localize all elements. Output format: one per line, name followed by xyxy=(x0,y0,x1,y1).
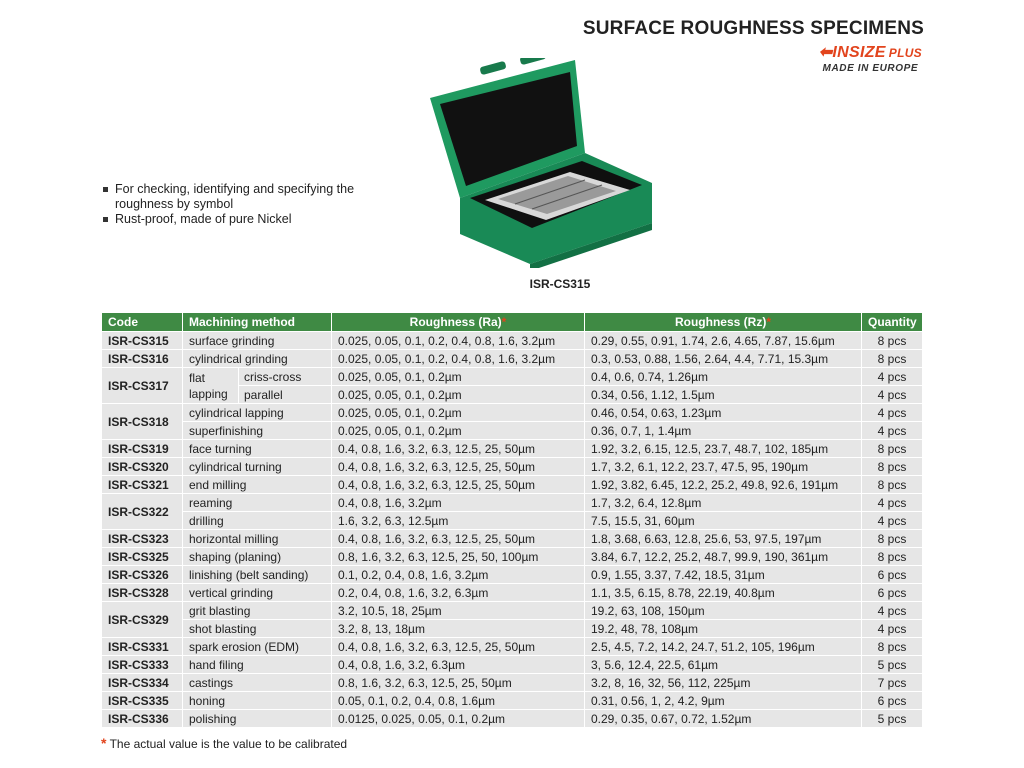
cell-code: ISR-CS323 xyxy=(102,530,183,548)
cell-method: face turning xyxy=(183,440,332,458)
footnote xyxy=(101,735,347,751)
brand-logo xyxy=(819,42,922,62)
cell-code: ISR-CS320 xyxy=(102,458,183,476)
cell-code: ISR-CS319 xyxy=(102,440,183,458)
cell-ra: 0.025, 0.05, 0.1, 0.2µm xyxy=(332,422,585,440)
cell-method: drilling xyxy=(183,512,332,530)
cell-method: linishing (belt sanding) xyxy=(183,566,332,584)
cell-method: hand filing xyxy=(183,656,332,674)
cell-quantity: 4 pcs xyxy=(862,620,923,638)
table-row xyxy=(102,548,923,566)
table-row xyxy=(102,440,923,458)
col-header-ra: Roughness (Ra)* xyxy=(332,313,585,332)
cell-quantity: 6 pcs xyxy=(862,692,923,710)
feature-item: Rust-proof, made of pure Nickel xyxy=(103,212,355,227)
col-header-quantity: Quantity xyxy=(862,313,923,332)
cell-quantity: 4 pcs xyxy=(862,368,923,386)
cell-ra: 1.6, 3.2, 6.3, 12.5µm xyxy=(332,512,585,530)
table-header-row xyxy=(102,313,923,332)
table-row xyxy=(102,602,923,620)
table-row xyxy=(102,656,923,674)
cell-method: horizontal milling xyxy=(183,530,332,548)
page-title: SURFACE ROUGHNESS SPECIMENS xyxy=(582,18,924,39)
cell-code: ISR-CS316 xyxy=(102,350,183,368)
table-row xyxy=(102,584,923,602)
cell-method-group: flat lapping xyxy=(183,368,239,404)
cell-ra: 0.1, 0.2, 0.4, 0.8, 1.6, 3.2µm xyxy=(332,566,585,584)
cell-rz: 7.5, 15.5, 31, 60µm xyxy=(585,512,862,530)
table-row xyxy=(102,476,923,494)
cell-rz: 3.2, 8, 16, 32, 56, 112, 225µm xyxy=(585,674,862,692)
cell-quantity: 4 pcs xyxy=(862,494,923,512)
brand-logo-text: INSIZE xyxy=(832,44,886,61)
cell-rz: 0.31, 0.56, 1, 2, 4.2, 9µm xyxy=(585,692,862,710)
cell-quantity: 8 pcs xyxy=(862,440,923,458)
cell-method: shaping (planing) xyxy=(183,548,332,566)
cell-rz: 0.29, 0.35, 0.67, 0.72, 1.52µm xyxy=(585,710,862,728)
cell-method: cylindrical turning xyxy=(183,458,332,476)
cell-rz: 0.46, 0.54, 0.63, 1.23µm xyxy=(585,404,862,422)
table-row xyxy=(102,566,923,584)
cell-quantity: 8 pcs xyxy=(862,458,923,476)
case-latch-left xyxy=(479,61,506,75)
cell-rz: 0.29, 0.55, 0.91, 1.74, 2.6, 4.65, 7.87, 15.6µm xyxy=(585,332,862,350)
cell-quantity: 5 pcs xyxy=(862,710,923,728)
feature-item: For checking, identifying and specifying the roughness by symbol xyxy=(103,182,355,212)
cell-code: ISR-CS329 xyxy=(102,602,183,638)
cell-quantity: 6 pcs xyxy=(862,566,923,584)
product-case-image xyxy=(420,58,660,268)
cell-method: end milling xyxy=(183,476,332,494)
cell-ra: 0.025, 0.05, 0.1, 0.2µm xyxy=(332,368,585,386)
cell-quantity: 4 pcs xyxy=(862,602,923,620)
table-row xyxy=(102,692,923,710)
cell-ra: 0.025, 0.05, 0.1, 0.2, 0.4, 0.8, 1.6, 3.2µm xyxy=(332,332,585,350)
cell-method: parallel xyxy=(239,386,332,404)
cell-quantity: 4 pcs xyxy=(862,512,923,530)
cell-code: ISR-CS335 xyxy=(102,692,183,710)
cell-quantity: 8 pcs xyxy=(862,638,923,656)
cell-rz: 1.92, 3.82, 6.45, 12.2, 25.2, 49.8, 92.6, 191µm xyxy=(585,476,862,494)
cell-method: grit blasting xyxy=(183,602,332,620)
cell-method: castings xyxy=(183,674,332,692)
table-row xyxy=(102,458,923,476)
cell-quantity: 8 pcs xyxy=(862,476,923,494)
cell-quantity: 8 pcs xyxy=(862,332,923,350)
cell-method: vertical grinding xyxy=(183,584,332,602)
cell-ra: 0.025, 0.05, 0.1, 0.2µm xyxy=(332,404,585,422)
table-row xyxy=(102,674,923,692)
cell-quantity: 4 pcs xyxy=(862,386,923,404)
cell-rz: 1.7, 3.2, 6.1, 12.2, 23.7, 47.5, 95, 190µm xyxy=(585,458,862,476)
table-row xyxy=(102,350,923,368)
cell-method: honing xyxy=(183,692,332,710)
cell-method: shot blasting xyxy=(183,620,332,638)
cell-ra: 0.4, 0.8, 1.6, 3.2, 6.3, 12.5, 25, 50µm xyxy=(332,476,585,494)
brand-logo-arrow-icon: ⬅ xyxy=(818,44,833,61)
cell-code: ISR-CS322 xyxy=(102,494,183,530)
cell-quantity: 6 pcs xyxy=(862,584,923,602)
cell-rz: 19.2, 48, 78, 108µm xyxy=(585,620,862,638)
cell-code: ISR-CS325 xyxy=(102,548,183,566)
case-latch-right xyxy=(519,58,546,65)
cell-ra: 0.4, 0.8, 1.6, 3.2, 6.3, 12.5, 25, 50µm xyxy=(332,530,585,548)
col-header-method: Machining method xyxy=(183,313,332,332)
cell-method: cylindrical grinding xyxy=(183,350,332,368)
cell-quantity: 4 pcs xyxy=(862,422,923,440)
col-header-code: Code xyxy=(102,313,183,332)
cell-rz: 1.92, 3.2, 6.15, 12.5, 23.7, 48.7, 102, 185µm xyxy=(585,440,862,458)
table-row xyxy=(102,530,923,548)
brand-block xyxy=(819,42,922,74)
cell-rz: 1.7, 3.2, 6.4, 12.8µm xyxy=(585,494,862,512)
cell-rz: 0.34, 0.56, 1.12, 1.5µm xyxy=(585,386,862,404)
cell-ra: 0.0125, 0.025, 0.05, 0.1, 0.2µm xyxy=(332,710,585,728)
cell-code: ISR-CS333 xyxy=(102,656,183,674)
cell-code: ISR-CS317 xyxy=(102,368,183,404)
cell-quantity: 8 pcs xyxy=(862,530,923,548)
brand-plus: PLUS xyxy=(888,46,922,60)
table-row xyxy=(102,512,923,530)
cell-code: ISR-CS315 xyxy=(102,332,183,350)
cell-quantity: 7 pcs xyxy=(862,674,923,692)
feature-list xyxy=(103,182,355,227)
cell-method: criss-cross xyxy=(239,368,332,386)
cell-quantity: 8 pcs xyxy=(862,350,923,368)
specimens-table xyxy=(101,312,923,728)
cell-code: ISR-CS318 xyxy=(102,404,183,440)
brand-tagline: MADE IN EUROPE xyxy=(822,63,919,74)
cell-rz: 0.9, 1.55, 3.37, 7.42, 18.5, 31µm xyxy=(585,566,862,584)
cell-code: ISR-CS336 xyxy=(102,710,183,728)
cell-ra: 0.4, 0.8, 1.6, 3.2, 6.3, 12.5, 25, 50µm xyxy=(332,440,585,458)
cell-rz: 0.3, 0.53, 0.88, 1.56, 2.64, 4.4, 7.71, 15.3µm xyxy=(585,350,862,368)
cell-quantity: 5 pcs xyxy=(862,656,923,674)
cell-code: ISR-CS326 xyxy=(102,566,183,584)
col-header-rz: Roughness (Rz)* xyxy=(585,313,862,332)
cell-method: polishing xyxy=(183,710,332,728)
table-row xyxy=(102,422,923,440)
cell-rz: 0.36, 0.7, 1, 1.4µm xyxy=(585,422,862,440)
table-row xyxy=(102,332,923,350)
footnote-text: The actual value is the value to be calibrated xyxy=(109,737,348,751)
cell-ra: 0.025, 0.05, 0.1, 0.2, 0.4, 0.8, 1.6, 3.2µm xyxy=(332,350,585,368)
cell-ra: 0.4, 0.8, 1.6, 3.2, 6.3, 12.5, 25, 50µm xyxy=(332,458,585,476)
cell-rz: 19.2, 63, 108, 150µm xyxy=(585,602,862,620)
cell-method: superfinishing xyxy=(183,422,332,440)
cell-ra: 0.4, 0.8, 1.6, 3.2, 6.3, 12.5, 25, 50µm xyxy=(332,638,585,656)
cell-rz: 3, 5.6, 12.4, 22.5, 61µm xyxy=(585,656,862,674)
cell-quantity: 4 pcs xyxy=(862,404,923,422)
cell-method: spark erosion (EDM) xyxy=(183,638,332,656)
cell-quantity: 8 pcs xyxy=(862,548,923,566)
cell-code: ISR-CS334 xyxy=(102,674,183,692)
table-row xyxy=(102,710,923,728)
cell-rz: 2.5, 4.5, 7.2, 14.2, 24.7, 51.2, 105, 196µm xyxy=(585,638,862,656)
cell-ra: 0.2, 0.4, 0.8, 1.6, 3.2, 6.3µm xyxy=(332,584,585,602)
cell-rz: 3.84, 6.7, 12.2, 25.2, 48.7, 99.9, 190, 361µm xyxy=(585,548,862,566)
cell-rz: 1.8, 3.68, 6.63, 12.8, 25.6, 53, 97.5, 197µm xyxy=(585,530,862,548)
product-caption: ISR-CS315 xyxy=(529,277,591,291)
cell-ra: 0.05, 0.1, 0.2, 0.4, 0.8, 1.6µm xyxy=(332,692,585,710)
cell-method: surface grinding xyxy=(183,332,332,350)
table-row xyxy=(102,638,923,656)
table-row xyxy=(102,368,923,386)
cell-ra: 0.8, 1.6, 3.2, 6.3, 12.5, 25, 50, 100µm xyxy=(332,548,585,566)
footnote-asterisk: * xyxy=(101,735,107,751)
cell-method: cylindrical lapping xyxy=(183,404,332,422)
cell-ra: 0.025, 0.05, 0.1, 0.2µm xyxy=(332,386,585,404)
cell-method: reaming xyxy=(183,494,332,512)
cell-rz: 0.4, 0.6, 0.74, 1.26µm xyxy=(585,368,862,386)
cell-code: ISR-CS331 xyxy=(102,638,183,656)
table-row xyxy=(102,404,923,422)
cell-code: ISR-CS321 xyxy=(102,476,183,494)
cell-ra: 3.2, 8, 13, 18µm xyxy=(332,620,585,638)
cell-ra: 0.8, 1.6, 3.2, 6.3, 12.5, 25, 50µm xyxy=(332,674,585,692)
cell-ra: 0.4, 0.8, 1.6, 3.2µm xyxy=(332,494,585,512)
cell-ra: 0.4, 0.8, 1.6, 3.2, 6.3µm xyxy=(332,656,585,674)
table-row xyxy=(102,494,923,512)
cell-code: ISR-CS328 xyxy=(102,584,183,602)
cell-ra: 3.2, 10.5, 18, 25µm xyxy=(332,602,585,620)
cell-rz: 1.1, 3.5, 6.15, 8.78, 22.19, 40.8µm xyxy=(585,584,862,602)
table-row xyxy=(102,620,923,638)
